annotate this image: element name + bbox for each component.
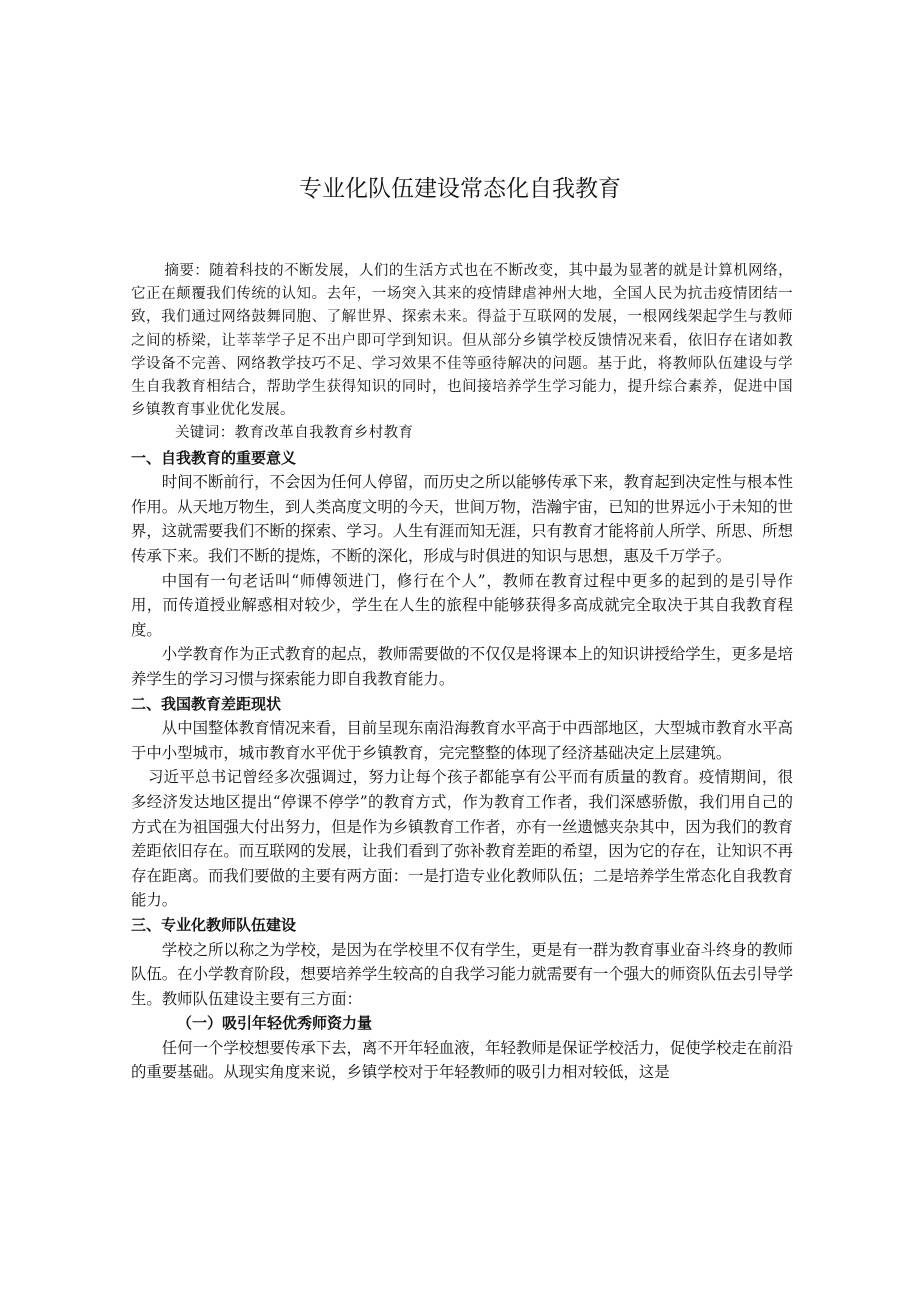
section-2-paragraph-2: 习近平总书记曾经多次强调过，努力让每个孩子都能享有公平而有质量的教育。疫情期间，很多经济发达地区提出“停课不停学”的教育方式，作为教育工作者，我们深感骄傲，我们用自己的方式在为祖国强大付出努力，但是作为乡镇教育工作者，亦有一丝遗憾夹杂其中，因为我们的教育差距依旧存在。而互联网的发展，让我们看到了弥补教育差距的希望，因为它的存在，让知识不再存在距离。而我们要做的主要有两方面：一是打造专业化教师队伍；二是培养学生常态化自我教育能力。	[131, 768, 793, 910]
section-1-paragraph-1: 时间不断前行，不会因为任何人停留，而历史之所以能够传承下来，教育起到决定性与根本性作用。从天地万物生，到人类高度文明的今天，世间万物，浩瀚宇宙，已知的世界远小于未知的世界，这就需要我们不断的探索、学习。人生有涯而知无涯，只有教育才能将前人所学、所思、所想传承下来。我们不断的提炼，不断的深化，形成与时俱进的知识与思想，惠及千万学子。	[131, 473, 793, 565]
section-3-paragraph-1: 学校之所以称之为学校，是因为在学校里不仅有学生，更是有一群为教育事业奋斗终身的教师队伍。在小学教育阶段，想要培养学生较高的自我学习能力就需要有一个强大的师资队伍去引导学生。教师队伍建设主要有三方面：	[131, 940, 793, 1008]
section-2-heading: 二、我国教育差距现状	[131, 694, 282, 713]
section-1-paragraph-2: 中国有一句老话叫“师傅领进门，修行在个人”，教师在教育过程中更多的起到的是引导作用，而传道授业解惑相对较少，学生在人生的旅程中能够获得多高成就完全取决于其自我教育程度。	[131, 571, 793, 639]
section-1-paragraph-3: 小学教育作为正式教育的起点，教师需要做的不仅仅是将课本上的知识讲授给学生，更多是培养学生的学习习惯与探索能力即自我教育能力。	[131, 645, 793, 688]
section-3-heading: 三、专业化教师队伍建设	[131, 915, 297, 934]
document-title: 专业化队伍建设常态化自我教育	[299, 176, 621, 202]
abstract-paragraph: 摘要：随着科技的不断发展，人们的生活方式也在不断改变，其中最为显著的就是计算机网络，它正在颠覆我们传统的认知。去年，一场突入其来的疫情肆虐神州大地，全国人民为抗击疫情团结一致，我们通过网络鼓舞同胞、了解世界、探索未来。得益于互联网的发展，一根网线架起学生与教师之间的桥梁，让莘莘学子足不出户即可学到知识。但从部分乡镇学校反馈情况来看，依旧存在诸如教学设备不完善、网络教学技巧不足、学习效果不佳等亟待解决的问题。基于此，将教师队伍建设与学生自我教育相结合，帮助学生获得知识的同时，也间接培养学生学习能力，提升综合素养，促进中国乡镇教育事业优化发展。	[131, 263, 793, 419]
section-3-sub-paragraph-1: 任何一个学校想要传承下去，离不开年轻血液，年轻教师是保证学校活力，促使学校走在前沿的重要基础。从现实角度来说，乡镇学校对于年轻教师的吸引力相对较低，这是	[131, 1038, 793, 1082]
keywords-line: 关键词：教育改革自我教育乡村教育	[175, 425, 414, 442]
section-3-subheading-1: （一）吸引年轻优秀师资力量	[177, 1014, 373, 1033]
document-body	[131, 260, 793, 1085]
section-2-paragraph-1: 从中国整体教育情况来看，目前呈现东南沿海教育水平高于中西部地区，大型城市教育水平高于中小型城市，城市教育水平优于乡镇教育，完完整整的体现了经济基础决定上层建筑。	[131, 719, 793, 762]
section-1-heading: 一、自我教育的重要意义	[131, 448, 297, 467]
